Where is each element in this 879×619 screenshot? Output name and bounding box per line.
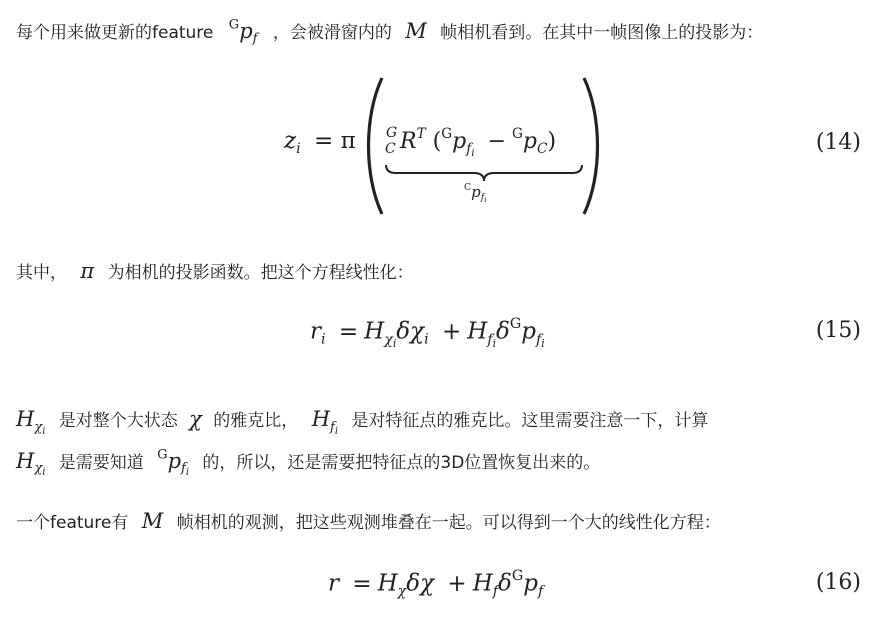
f-sub <box>487 332 496 348</box>
big-right-paren <box>580 76 604 216</box>
prescript-GC <box>384 127 400 157</box>
g1: G <box>441 126 453 142</box>
eq-sign: = <box>352 570 372 597</box>
pf-sub <box>536 332 545 348</box>
c2: C <box>537 140 548 157</box>
big-left-paren <box>362 76 386 216</box>
H: H <box>16 407 35 431</box>
text-segment: 其中， <box>16 263 67 283</box>
G: G <box>509 316 522 332</box>
g2: G <box>512 126 523 142</box>
plus: + <box>441 318 462 345</box>
R: R <box>400 129 417 155</box>
base-p: p <box>239 18 253 43</box>
equation-15 <box>0 316 879 356</box>
paragraph-feature-update <box>16 12 866 52</box>
f1: f <box>466 140 472 157</box>
H2: H <box>467 318 488 345</box>
chi-sub <box>384 332 396 348</box>
H1: H <box>364 318 385 345</box>
under-p: p <box>471 182 481 201</box>
eq-sign: = <box>338 318 359 345</box>
pf: f <box>535 331 542 348</box>
H2: H <box>311 407 331 431</box>
math-Hchi <box>16 407 46 437</box>
pre-top: G <box>386 125 398 142</box>
text-segment: 是对特征点的雅克比。这里需要注意一下，计算 <box>351 411 709 431</box>
f: f <box>181 461 186 477</box>
equation-number-15: (15) <box>815 318 861 343</box>
math-Hchi <box>16 448 46 479</box>
chi-i: i <box>392 336 397 350</box>
text-segment: 是需要知道 <box>58 452 144 473</box>
text-segment: 的，所以，还是需要把特征点的3D位置恢复出来的。 <box>202 452 601 473</box>
delta-chi: δχ <box>396 318 425 345</box>
lhs-r: r <box>328 570 339 597</box>
under-f: f <box>480 192 485 204</box>
underbrace <box>384 163 584 183</box>
i2: i <box>334 425 338 437</box>
math-Gpfi <box>157 447 189 479</box>
p: p <box>167 448 182 473</box>
eq16-body <box>328 568 543 600</box>
i: i <box>42 467 46 479</box>
paragraph-jacobians <box>16 406 866 444</box>
math-M: M <box>141 509 164 533</box>
delta-chi-sub: i <box>424 331 429 348</box>
equation-14 <box>0 70 879 220</box>
delta-chi: δχ <box>406 570 435 597</box>
math-Hf <box>311 407 338 437</box>
text-segment: 帧相机的观测，把这些观测堆叠在一起。可以得到一个大的线性化方程： <box>176 513 721 533</box>
p: p <box>521 318 536 345</box>
p: p <box>523 570 539 597</box>
chi-sub <box>34 461 46 479</box>
G: G <box>511 568 524 584</box>
chi: χ <box>384 331 393 348</box>
minus: − <box>487 129 507 155</box>
math-pi: π <box>80 259 95 283</box>
lhs-sub: i <box>321 331 326 348</box>
paragraph-3d-position <box>16 442 866 486</box>
text-segment: ，会被滑窗内的 <box>272 22 392 43</box>
text-segment: 帧相机看到。在其中一帧图像上的投影为： <box>440 22 764 43</box>
f-i: i <box>492 336 496 350</box>
chi-sub: χ <box>397 583 407 600</box>
paragraph-projection-function <box>16 258 866 286</box>
sub-f: f <box>252 31 258 47</box>
H1: H <box>377 570 398 597</box>
sub-fi <box>466 140 475 160</box>
H: H <box>16 448 35 473</box>
pre-bot: C <box>385 141 396 158</box>
H2: H <box>472 570 493 597</box>
lhs-z: z <box>284 128 297 154</box>
under-sup: C <box>464 182 472 193</box>
p2: p <box>522 129 537 155</box>
delta: δ <box>496 318 510 345</box>
lhs-r: r <box>310 318 321 345</box>
chi: χ <box>34 461 43 477</box>
text-segment: 为相机的投影函数。把这个方程线性化： <box>107 263 414 283</box>
eq14-inner <box>384 126 556 159</box>
fi: i <box>185 467 189 479</box>
text-segment: 一个feature有 <box>16 513 129 533</box>
text-segment: 的雅克比， <box>213 411 299 431</box>
text-segment: 每个用来做更新的feature <box>16 22 214 43</box>
pfi: i <box>541 336 545 350</box>
math-Gpf <box>228 17 258 47</box>
equation-number-14: (14) <box>815 130 861 155</box>
G: G <box>157 447 168 462</box>
i: i <box>42 425 46 437</box>
eq-pi: = π <box>314 128 356 154</box>
under-i: i <box>484 196 487 205</box>
lhs-sub: i <box>296 140 301 157</box>
f-sub <box>330 420 338 435</box>
pf: f <box>538 583 544 600</box>
eq14-lhs <box>284 128 356 157</box>
chi: χ <box>34 419 43 435</box>
plus: + <box>447 570 467 597</box>
f: f <box>330 419 335 435</box>
equation-number-16: (16) <box>815 570 861 595</box>
i1: i <box>471 148 475 160</box>
p1: p <box>452 129 467 155</box>
text-segment: 是对整个大状态 <box>58 411 178 431</box>
under-sub <box>481 192 487 203</box>
sup-G: G <box>228 17 240 32</box>
f-sub: f <box>492 583 499 600</box>
equation-16 <box>0 568 879 608</box>
close-paren: ) <box>547 129 557 155</box>
f-sub <box>181 461 189 479</box>
delta: δ <box>498 570 512 597</box>
f: f <box>487 331 493 348</box>
underbrace-label <box>464 182 486 204</box>
eq15-body <box>310 316 545 350</box>
R-sup: T <box>416 126 426 142</box>
open-paren: ( <box>432 129 442 155</box>
math-M: M <box>405 18 427 43</box>
chi-sub <box>34 420 45 435</box>
paragraph-stacking <box>16 508 866 536</box>
math-chi: χ <box>189 407 202 431</box>
